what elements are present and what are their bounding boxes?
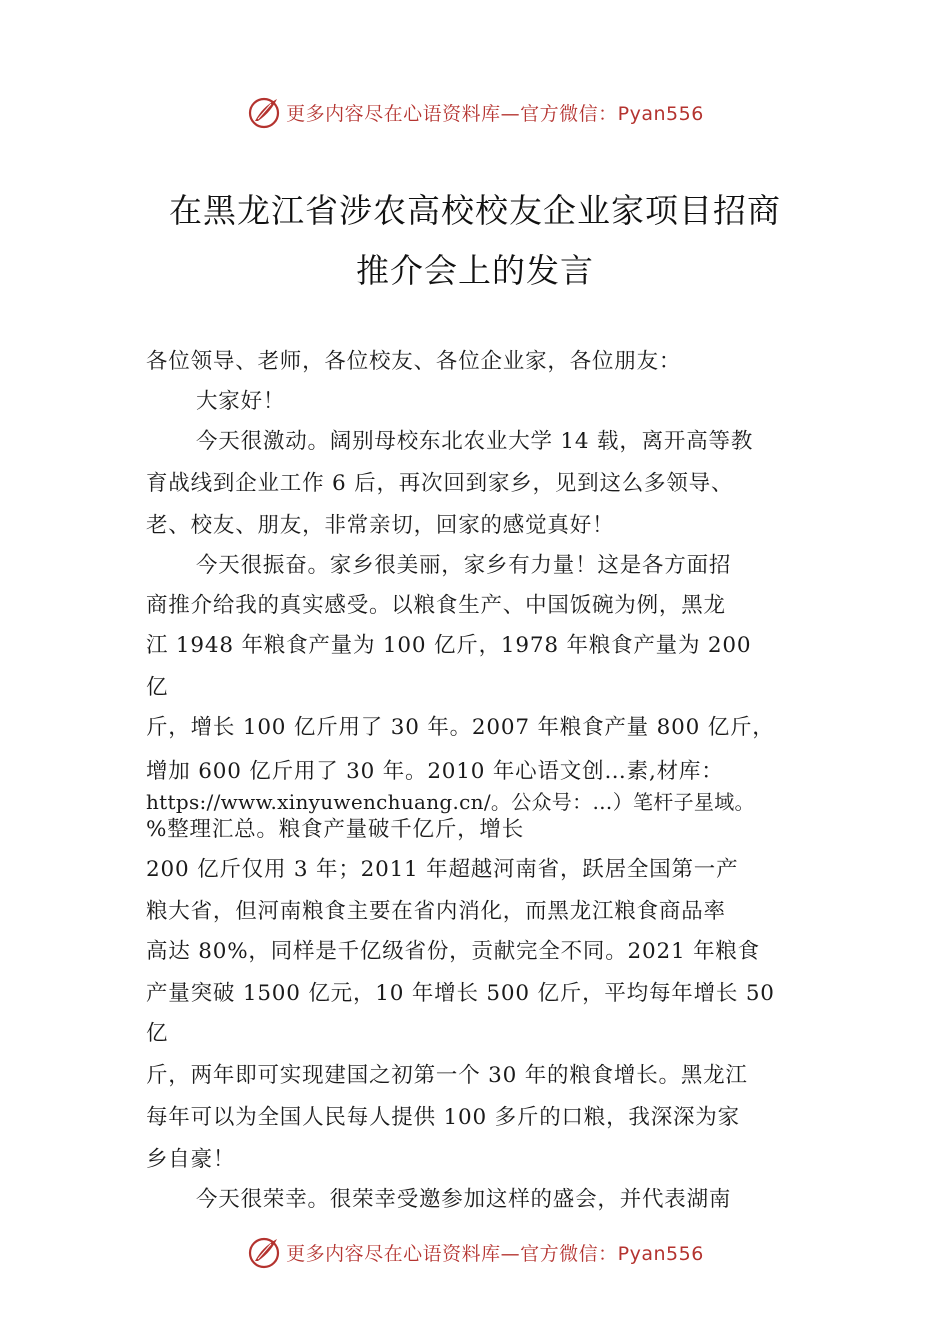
paragraph-line: 粮大省，但河南粮食主要在省内消化，而黑龙江粮食商品率 [146,899,726,924]
paragraph-line: 增加 600 亿斤用了 30 年。2010 年心语文创…素,材库： [146,759,724,784]
paragraph-line: 高达 80%，同样是千亿级省份，贡献完全不同。2021 年粮食 [146,939,760,964]
paragraph-line-url: https://www.xinyuwenchuang.cn/。公众号：…）笔杆子星域。 [146,790,755,814]
paragraph-line: 今天很振奋。家乡很美丽，家乡有力量！这是各方面招 [196,553,732,578]
paragraph-line: 亿 [146,675,169,700]
paragraph-line: 乡自豪！ [146,1147,236,1172]
paragraph-line: 斤，两年即可实现建国之初第一个 30 年的粮食增长。黑龙江 [146,1063,748,1088]
footer-banner [0,1232,950,1272]
footer-banner-text: 更多内容尽在心语资料库—官方微信：Pyan556 [286,1242,704,1265]
paragraph-line: 产量突破 1500 亿元，10 年增长 500 亿斤，平均每年增长 50 [146,981,775,1006]
paragraph-line: 斤，增长 100 亿斤用了 30 年。2007 年粮食产量 800 亿斤， [146,715,775,740]
paragraph-line: 老、校友、朋友，非常亲切，回家的感觉真好！ [146,513,615,538]
paragraph-line: 育战线到企业工作 6 后，再次回到家乡，见到这么多领导、 [146,471,734,496]
feather-pen-logo-icon [246,1234,282,1270]
paragraph-line: 今天很激动。阔别母校东北农业大学 14 载，离开高等教 [196,429,754,454]
salutation-line: 各位领导、老师，各位校友、各位企业家，各位朋友： [146,349,682,374]
header-banner-text: 更多内容尽在心语资料库—官方微信：Pyan556 [286,102,704,125]
greeting-line: 大家好！ [196,389,286,414]
header-banner [0,92,950,132]
document-title-line-1: 在黑龙江省涉农高校校友企业家项目招商 [169,191,781,230]
feather-pen-logo-icon [246,94,282,130]
paragraph-line: 商推介给我的真实感受。以粮食生产、中国饭碗为例，黑龙 [146,593,726,618]
paragraph-line: 200 亿斤仅用 3 年；2011 年超越河南省，跃居全国第一产 [146,857,739,882]
document-title-line-2: 推介会上的发言 [356,251,594,290]
paragraph-line: 江 1948 年粮食产量为 100 亿斤，1978 年粮食产量为 200 [146,633,752,658]
paragraph-line: 今天很荣幸。很荣幸受邀参加这样的盛会，并代表湖南 [196,1187,732,1212]
paragraph-line: %整理汇总。粮食产量破千亿斤，增长 [146,817,525,842]
paragraph-line: 每年可以为全国人民每人提供 100 多斤的口粮，我深深为家 [146,1105,740,1130]
paragraph-line: 亿 [146,1021,169,1046]
